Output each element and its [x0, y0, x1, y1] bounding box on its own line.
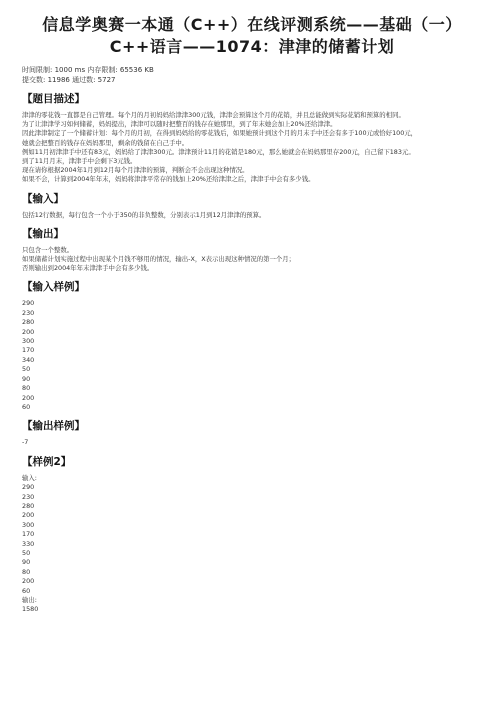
input-heading: 【输入】 — [22, 192, 64, 205]
input-line: 包括12行数据，每行包含一个小于350的非负整数，分别表示1月到12月津津的预算。 — [22, 210, 266, 219]
sample2-input-value: 280 — [22, 501, 35, 510]
description-line: 现在请你根据2004年1月到12月每个月津津的预算，判断会不会出现这种情况。 — [22, 166, 249, 175]
output-line: 只包含一个整数。 — [22, 245, 74, 254]
sample-input-value: 170 — [22, 346, 35, 355]
sample2-block — [22, 474, 482, 615]
output-heading: 【输出】 — [22, 227, 64, 240]
sample2-input-value: 90 — [22, 558, 31, 567]
output-line: 否则输出到2004年年末津津手中会有多少钱。 — [22, 264, 154, 273]
sample2-output-value: 1580 — [22, 605, 39, 614]
sample-input-heading: 【输入样例】 — [22, 281, 85, 294]
sample-input-value: 280 — [22, 318, 35, 327]
output-body — [22, 246, 482, 274]
description-line: 津津的零花钱一直都是自己管理。每个月的月初妈妈给津津300元钱，津津会预算这个月的花销，并且总能做到实际花销和预算的相同。 — [22, 111, 405, 119]
limits-info — [22, 66, 482, 85]
sample2-input-value: 200 — [22, 577, 35, 586]
sample-input-value: 90 — [22, 374, 31, 383]
sample2-heading: 【样例2】 — [22, 455, 72, 468]
page-title: 信息学奥赛一本通（C++）在线评测系统——基础（一）C++语言——1074：津津的储蓄计划 — [42, 15, 462, 56]
sample2-input-value: 50 — [22, 548, 31, 557]
description-line: 因此津津制定了一个储蓄计划：每个月的月初，在得到妈妈给的零花钱后，如果她预计到这个月的月末手中还会有多于100元或恰好100元， — [22, 129, 418, 138]
sample-input-value: 80 — [22, 384, 31, 393]
sample2-output-label: 输出: — [22, 596, 37, 604]
sample2-input-value: 230 — [22, 492, 35, 501]
output-line: 如果储蓄计划实施过程中出现某个月钱不够用的情况，输出-X，X表示出现这种情况的第一个月； — [22, 255, 296, 264]
sample-input-value: 300 — [22, 337, 35, 346]
sample2-input-value: 60 — [22, 586, 31, 595]
description-line: 如果不会，计算到2004年年末，妈妈将津津平常存的钱加上20%还给津津之后，津津手中会有多少钱。 — [22, 175, 315, 184]
description-line: 例如11月初津津手中还有83元，妈妈给了津津300元。津津预计11月的花销是180元，那么她就会在妈妈那里存200元，自己留下183元。 — [22, 147, 415, 156]
sample2-input-value: 200 — [22, 511, 35, 520]
sample2-input-value: 300 — [22, 520, 35, 529]
description-line: 她就会把整百的钱存在妈妈那里，剩余的钱留在自己手中。 — [22, 138, 189, 147]
sample-input-value: 200 — [22, 327, 35, 336]
sample2-input-value: 80 — [22, 567, 31, 576]
description-heading: 【题目描述】 — [22, 93, 85, 105]
sample-input-value: 230 — [22, 308, 35, 317]
sample-output-value: -7 — [22, 438, 29, 447]
sample-input-value: 200 — [22, 393, 35, 402]
sample-output-block — [22, 438, 482, 447]
sample2-input-value: 170 — [22, 530, 35, 539]
sample2-input-value: 290 — [22, 483, 35, 492]
description-line: 到了11月月末，津津手中会剩下3元钱。 — [22, 157, 137, 166]
time-memory-limit: 时间限制: 1000 ms 内存限制: 65536 KB — [22, 66, 154, 74]
sample2-input-label: 输入: — [22, 473, 37, 482]
sample-input-value: 60 — [22, 402, 31, 411]
description-line: 为了让津津学习如何储蓄，妈妈提出，津津可以随时把整百的钱存在她那里，到了年末她会加上20%还给津津。 — [22, 120, 337, 129]
sample-input-value: 50 — [22, 365, 31, 374]
sample-input-value: 290 — [22, 299, 35, 308]
submission-stats: 提交数: 11986 通过数: 5727 — [22, 75, 116, 84]
input-body — [22, 211, 482, 220]
sample-input-block — [22, 299, 482, 412]
sample2-input-value: 330 — [22, 539, 35, 548]
sample-output-heading: 【输出样例】 — [22, 420, 85, 433]
sample-input-value: 340 — [22, 355, 35, 364]
description-body — [22, 111, 482, 185]
